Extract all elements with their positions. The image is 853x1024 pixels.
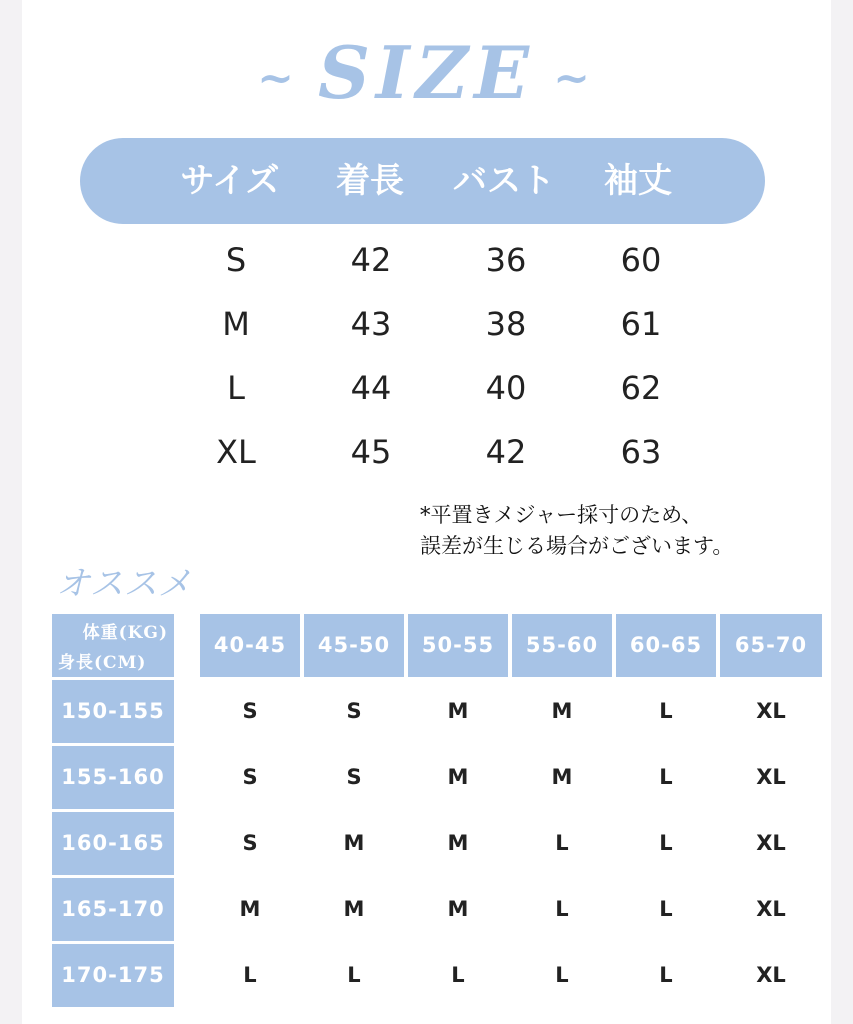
title-text: SIZE <box>317 30 536 115</box>
size-table-header <box>80 138 765 224</box>
recommended-size: S <box>346 765 362 789</box>
recommend-title: オススメ <box>56 564 192 604</box>
recommended-size: M <box>343 831 365 855</box>
recommended-size: M <box>447 897 469 921</box>
note-line-2: 誤差が生じる場合がございます。 <box>420 534 734 558</box>
size-value: 42 <box>350 241 392 279</box>
size-label: S <box>225 241 247 279</box>
height-axis-label: 身長(CM) <box>58 653 147 673</box>
recommended-size: L <box>659 963 673 987</box>
recommended-size: S <box>346 699 362 723</box>
recommended-size: XL <box>756 897 786 921</box>
recommended-size: S <box>242 765 258 789</box>
size-value: 42 <box>485 433 527 471</box>
recommended-size: XL <box>756 765 786 789</box>
height-header: 170-175 <box>52 944 174 1007</box>
weight-header: 60-65 <box>616 614 716 677</box>
recommended-size: L <box>659 765 673 789</box>
recommended-size: L <box>555 897 569 921</box>
measurement-note <box>420 500 733 562</box>
weight-header: 45-50 <box>304 614 404 677</box>
recommended-size: L <box>555 963 569 987</box>
size-label: L <box>227 369 245 407</box>
header-length: 着長 <box>336 161 404 201</box>
title-tilde-right: ~ <box>553 53 596 104</box>
header-sleeve: 袖丈 <box>604 161 672 201</box>
recommended-size: L <box>659 897 673 921</box>
size-value: 40 <box>485 369 527 407</box>
weight-header: 40-45 <box>200 614 300 677</box>
header-bust: バスト <box>453 161 555 201</box>
recommended-size: M <box>239 897 261 921</box>
recommended-size: XL <box>756 699 786 723</box>
size-value: 61 <box>620 305 662 343</box>
size-title <box>22 28 831 124</box>
size-value: 38 <box>485 305 527 343</box>
recommended-size: L <box>243 963 257 987</box>
weight-header: 50-55 <box>408 614 508 677</box>
recommended-size: M <box>551 699 573 723</box>
weight-header: 65-70 <box>720 614 822 677</box>
height-header: 160-165 <box>52 812 174 875</box>
size-value: 62 <box>620 369 662 407</box>
height-header: 165-170 <box>52 878 174 941</box>
recommended-size: L <box>555 831 569 855</box>
recommended-size: M <box>447 699 469 723</box>
recommended-size: M <box>447 831 469 855</box>
size-chart-page <box>22 0 831 1024</box>
size-value: 44 <box>350 369 392 407</box>
size-value: 63 <box>620 433 662 471</box>
size-value: 36 <box>485 241 527 279</box>
recommended-size: M <box>343 897 365 921</box>
header-size: サイズ <box>180 161 280 201</box>
recommended-size: M <box>551 765 573 789</box>
recommended-size: S <box>242 831 258 855</box>
title-tilde-left: ~ <box>257 53 300 104</box>
size-label: M <box>222 305 250 343</box>
recommended-size: S <box>242 699 258 723</box>
recommended-size: M <box>447 765 469 789</box>
recommended-size: L <box>659 699 673 723</box>
size-value: 45 <box>350 433 392 471</box>
height-header: 155-160 <box>52 746 174 809</box>
weight-axis-label: 体重(KG) <box>82 623 168 643</box>
recommended-size: XL <box>756 963 786 987</box>
height-header: 150-155 <box>52 680 174 743</box>
recommended-size: L <box>347 963 361 987</box>
recommended-size: L <box>659 831 673 855</box>
recommended-size: L <box>451 963 465 987</box>
note-line-1: *平置きメジャー採寸のため、 <box>420 503 703 527</box>
recommended-size: XL <box>756 831 786 855</box>
size-value: 60 <box>620 241 662 279</box>
corner-header <box>52 614 174 677</box>
size-label: XL <box>216 433 256 471</box>
weight-header: 55-60 <box>512 614 612 677</box>
size-value: 43 <box>350 305 392 343</box>
